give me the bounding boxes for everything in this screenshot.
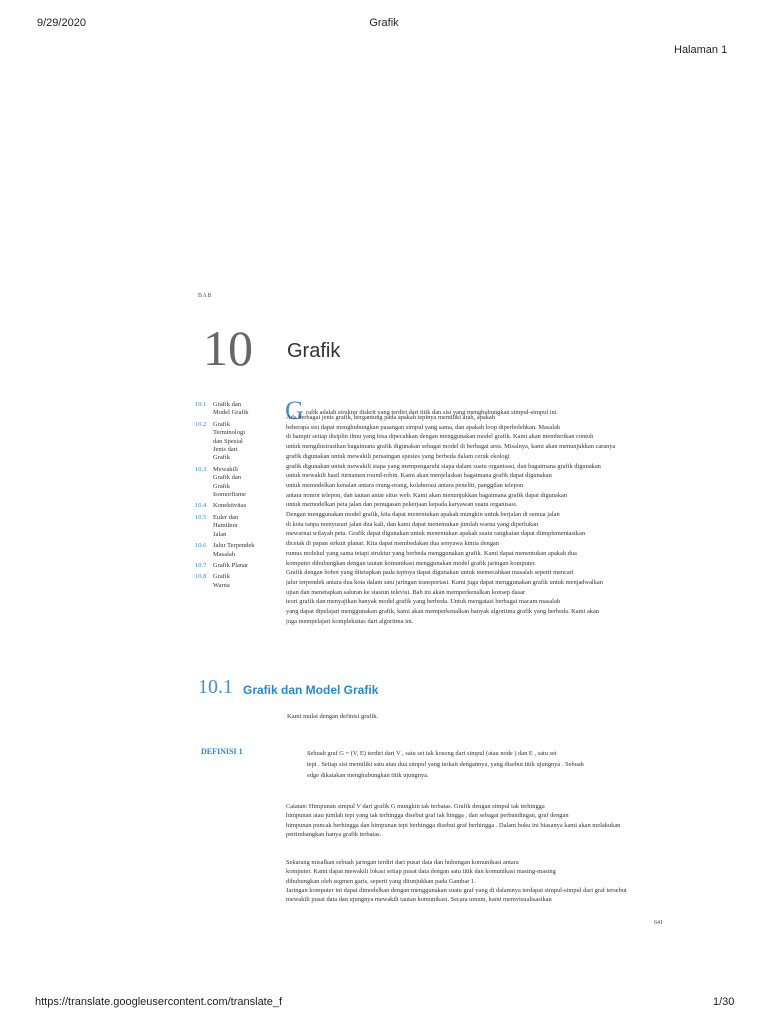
- chapter-label: BAB: [198, 293, 212, 299]
- section-lead: Kami mulai dengan definisi grafik.: [287, 713, 379, 720]
- text-line: Jaringan komputer ini dapat dimodelkan dengan menggunakan suatu graf yang di dalamnya terdapat simpul-simpul dari graf tersebut: [286, 886, 627, 894]
- dropcap-letter: G: [285, 396, 304, 425]
- text-line: Sebuah graf G = (V, E) terdiri dari V , satu set tak kosong dari simpul (atau node ) dan E , satu set: [307, 750, 557, 757]
- toc-item[interactable]: [195, 466, 290, 500]
- toc-item-label: Mewakili Grafik dan Grafik Isomorfisme: [213, 465, 246, 499]
- network-paragraph: [286, 858, 736, 904]
- toc-item-number: 10.1: [195, 401, 207, 408]
- toc-item-number: 10.8: [195, 573, 207, 581]
- toc-item[interactable]: [195, 573, 290, 590]
- chapter-title: Grafik: [287, 340, 341, 362]
- text-line: antara nomor telepon, dan tautan antar situs web. Kami akan menunjukkan bagaimana grafik dapat digunakan: [286, 491, 568, 499]
- toc-item[interactable]: [195, 502, 290, 510]
- book-page-number: 641: [654, 920, 663, 926]
- toc-item-number: 10.4: [195, 502, 207, 510]
- text-line: komputer. Kami dapat mewakili lokasi setiap pusat data dengan satu titik dan komunikasi masing-masing: [286, 868, 556, 876]
- text-line: yang dapat dipelajari menggunakan grafik, kami akan memperkenalkan banyak algoritma grafik yang berbeda. Kami akan: [286, 608, 600, 616]
- text-line: Ada berbagai jenis grafik, bergantung pada apakah tepinya memiliki arah, apakah: [286, 414, 495, 421]
- text-line: untuk mewakili hasil turnamen round-robin. Kami akan menjelaskan bagaimana grafik dapat digunakan: [286, 472, 552, 480]
- toc-item-number: 10.2: [195, 420, 207, 428]
- note-text: [286, 802, 736, 839]
- toc-item-number: 10.3: [195, 465, 207, 473]
- print-title: Grafik: [369, 17, 399, 29]
- toc-item[interactable]: [195, 421, 290, 463]
- text-line: mewarnai wilayah peta. Grafik dapat digunakan untuk menentukan apakah suatu rangkaian dapat diimplementasikan: [286, 530, 586, 538]
- text-line: pertimbangkan hanya grafik terbatas.: [286, 830, 382, 838]
- toc-item-label: Jalur Terpendek Masalah: [213, 542, 255, 558]
- text-line: Grafik dengan bobot yang ditetapkan pada tepinya dapat digunakan untuk memecahkan masalah seperti mencari: [286, 569, 574, 577]
- footer-page-count: 1/30: [713, 996, 735, 1008]
- toc-item-label: Grafik Planar: [213, 561, 249, 569]
- text-line: grafik digunakan untuk mewakili siapa yang mempengaruhi siapa dalam suatu organisasi, dan bagaimana grafik digunakan: [286, 462, 601, 470]
- page-label: Halaman 1: [674, 44, 728, 56]
- chapter-number: 10: [203, 320, 253, 376]
- text-line: mewakili pusat data dan ujungnya mewakili tautan komunikasi. Secara umum, kami memvisualisasikan: [286, 896, 552, 904]
- section-number: 10.1: [198, 676, 233, 698]
- toc-item-label: Grafik dan Model Grafik: [213, 401, 249, 417]
- toc-item[interactable]: [195, 514, 290, 539]
- text-line: himpunan puncak berhingga dan himpunan tepi berhingga disebut graf berhingga . Dalam buku ini biasanya kami akan melakukan: [286, 821, 621, 829]
- section-title: Grafik dan Model Grafik: [243, 683, 379, 697]
- toc-item[interactable]: [195, 562, 290, 570]
- definition-label: DEFINISI 1: [201, 747, 243, 756]
- text-line: di kota tanpa menyusuri jalan dua kali, dan kami dapat menemukan jumlah warna yang diperlukan: [286, 520, 539, 528]
- print-date: 9/29/2020: [37, 17, 86, 29]
- text-line: untuk memodelkan kenalan antara orang-orang, kolaborasi antara peneliti, panggilan telepon: [286, 481, 524, 489]
- toc-item-label: Grafik Terminologi dan Spesial Jenis dari Grafik: [213, 420, 246, 462]
- footer-url[interactable]: https://translate.googleusercontent.com/translate_f: [35, 996, 283, 1008]
- toc-item-number: 10.6: [195, 542, 207, 550]
- text-line: Dengan menggunakan model grafik, kita dapat menentukan apakah mungkin untuk berjalan di semua jalan: [286, 511, 560, 519]
- toc-item-label: Euler dan Hamilton Jalan: [213, 513, 239, 538]
- text-line: jalur terpendek antara dua kota dalam satu jaringan transportasi. Kami juga dapat menggunakan grafik untuk menjadwalkan: [286, 578, 603, 586]
- text-line: edge dikatakan menghubungkan titik ujungnya.: [307, 772, 429, 779]
- intro-paragraph: [286, 413, 726, 626]
- toc-item-number: 10.7: [195, 561, 207, 569]
- toc-item-label: Grafik Warna: [213, 573, 230, 589]
- intro-line: rafik adalah struktur diskrit yang terdiri dari titik dan sisi yang menghubungkan simpul-simpul ini.: [306, 409, 559, 416]
- text-line: tepi . Setiap sisi memiliki satu atau dua simpul yang terkait dengannya, yang disebut titik ujungnya . Sebuah: [307, 761, 584, 768]
- text-line: di hampir setiap disiplin ilmu yang bisa dipecahkan dengan menggunakan model grafik. Kami akan memberikan contoh: [286, 433, 594, 441]
- text-line: Catatan: Himpunan simpul V dari grafik G mungkin tak terbatas. Grafik dengan simpul tak terhingga: [286, 803, 545, 810]
- text-line: Sekarang misalkan sebuah jaringan terdiri dari pusat data dan hubungan komunikasi antara: [286, 859, 519, 866]
- text-line: ujian dan menetapkan saluran ke stasiun televisi. Bab ini akan memperkenalkan konsep dasar: [286, 588, 526, 596]
- text-line: untuk mengilustrasikan bagaimana grafik digunakan sebagai model di berbagai area. Misalnya, kami akan menunjukkan caranya: [286, 443, 616, 451]
- text-line: dicetak di papan sirkuit planar. Kita dapat membedakan dua senyawa kimia dengan: [286, 540, 499, 548]
- toc-item[interactable]: [195, 401, 290, 418]
- text-line: teori grafik dan menyajikan banyak model grafik yang berbeda. Untuk mengatasi berbagai macam masalah: [286, 598, 560, 606]
- text-line: untuk memodelkan peta jalan dan penugasan pekerjaan kepada karyawan suatu organisasi.: [286, 501, 518, 509]
- text-line: komputer dihubungkan dengan tautan komunikasi menggunakan model grafik jaringan komputer.: [286, 559, 536, 567]
- definition-text: [307, 748, 727, 781]
- toc-item[interactable]: [195, 542, 290, 559]
- toc-item-label: Konektivitas: [213, 502, 247, 510]
- text-line: beberapa sisi dapat menghubungkan pasangan simpul yang sama, dan apakah loop diperbolehkan. Masalah: [286, 423, 561, 431]
- text-line: juga mempelajari kompleksitas dari algoritma ini.: [286, 617, 414, 625]
- text-line: rumus molekul yang sama tetapi struktur yang berbeda menggunakan grafik. Kami dapat menentukan apakah dua: [286, 549, 577, 557]
- chapter-contents: [195, 401, 290, 593]
- text-line: dihubungkan oleh segmen garis, seperti yang ditunjukkan pada Gambar 1.: [286, 877, 476, 885]
- text-line: grafik digunakan untuk mewakili persaingan spesies yang berbeda dalam ceruk ekologi: [286, 452, 510, 460]
- toc-item-number: 10.5: [195, 513, 207, 521]
- text-line: himpunan atau jumlah tepi yang tak terhingga disebut graf tak hingga , dan sebagai perbandingan, graf dengan: [286, 812, 569, 820]
